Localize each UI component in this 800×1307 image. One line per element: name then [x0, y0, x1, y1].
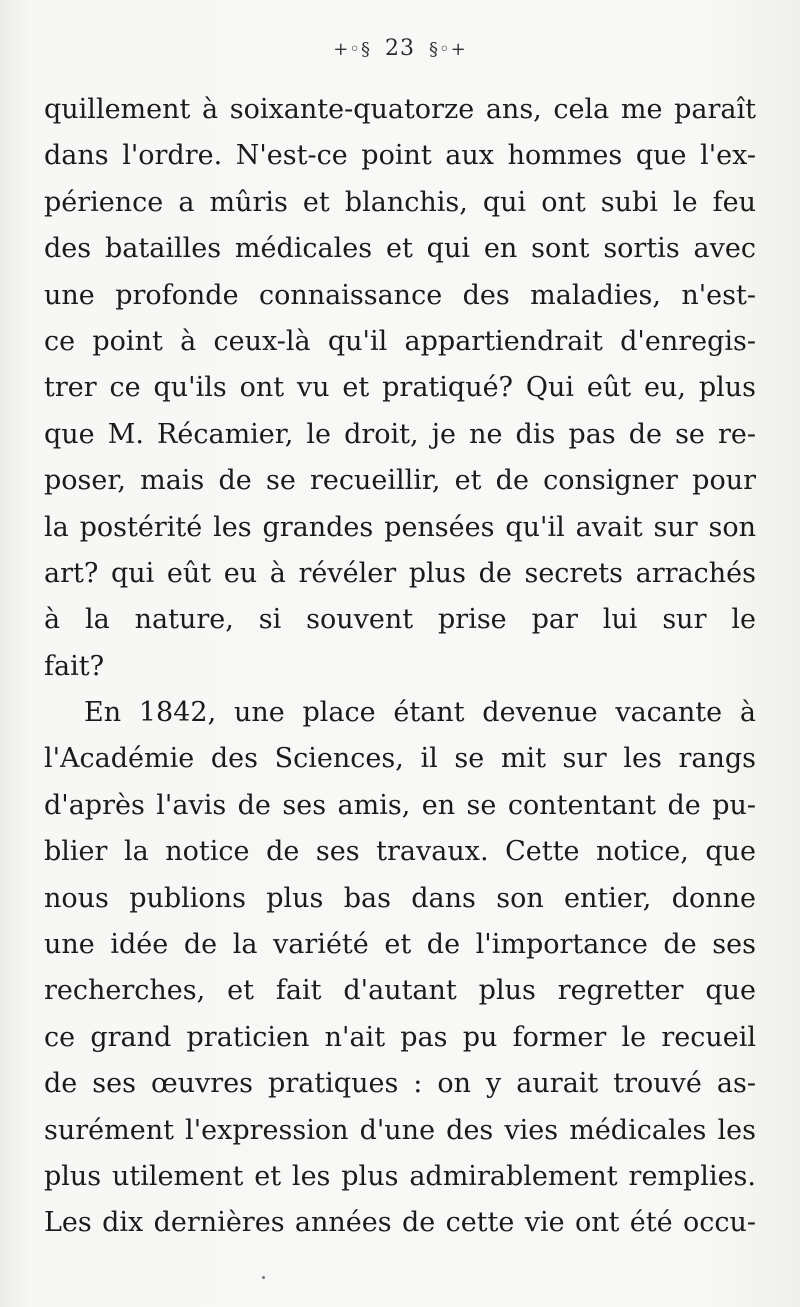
- text-line: surément l'expression d'une des vies médicales les: [44, 1114, 756, 1146]
- ornament-left: +◦§: [333, 39, 371, 60]
- text-line: En 1842, une place étant devenue vacante à: [84, 697, 756, 729]
- text-line: ce point à ceux-là qu'il appartiendrait d'enregis-: [44, 325, 756, 357]
- text-line: une idée de la variété et de l'importance de ses: [44, 929, 756, 961]
- text-line: nous publions plus bas dans son entier, donne: [44, 882, 756, 914]
- text-line: l'Académie des Sciences, il se mit sur les rangs: [44, 743, 756, 775]
- text-line: des batailles médicales et qui en sont sortis avec: [44, 233, 756, 265]
- text-line: dans l'ordre. N'est-ce point aux hommes que l'ex-: [44, 140, 756, 172]
- text-line: recherches, et fait d'autant plus regretter que: [44, 975, 756, 1007]
- text-line: poser, mais de se recueillir, et de consigner pour: [44, 465, 756, 497]
- text-line: quillement à soixante-quatorze ans, cela me paraît: [44, 94, 756, 125]
- text-line: art? qui eût eu à révéler plus de secrets arrachés: [44, 557, 756, 589]
- text-line: que M. Récamier, le droit, je ne dis pas de se re-: [44, 418, 756, 450]
- text-line: une profonde connaissance des maladies, n'est-: [44, 279, 756, 311]
- text-line: blier la notice de ses travaux. Cette notice, que: [44, 836, 756, 868]
- text-line: plus utilement et les plus admirablement remplies.: [44, 1160, 756, 1192]
- ornament-right: §◦+: [429, 39, 467, 60]
- text-line: d'après l'avis de ses amis, en se contentant de pu-: [44, 789, 756, 821]
- body-text: [44, 87, 756, 1247]
- text-line: trer ce qu'ils ont vu et pratiqué? Qui eût eu, plus: [44, 372, 756, 404]
- text-line: Les dix dernières années de cette vie ont été occu-: [44, 1207, 756, 1239]
- text-line: périence a mûris et blanchis, qui ont subi le feu: [44, 186, 756, 218]
- text-line: ce grand praticien n'ait pas pu former le recueil: [44, 1021, 756, 1053]
- text-line: fait?: [44, 650, 105, 682]
- page-header: [0, 36, 800, 61]
- page-number: 23: [385, 36, 415, 61]
- text-line: à la nature, si souvent prise par lui sur le: [44, 604, 756, 636]
- ink-speck: [262, 1276, 265, 1279]
- text-line: la postérité les grandes pensées qu'il avait sur son: [44, 511, 756, 543]
- text-line: de ses œuvres pratiques : on y aurait trouvé as-: [44, 1068, 756, 1100]
